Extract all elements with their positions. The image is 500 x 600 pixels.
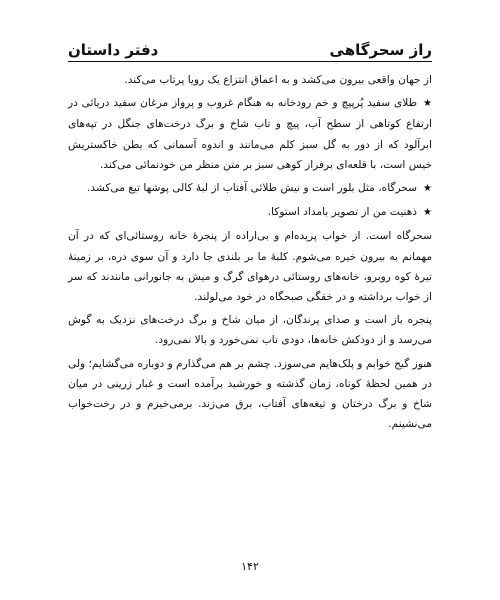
chapter-title: دفتر داستان xyxy=(68,41,159,59)
book-title: راز سحرگاهی xyxy=(329,41,432,59)
paragraph xyxy=(68,202,432,223)
paragraph xyxy=(68,226,432,307)
star-marker-icon: ★ xyxy=(423,207,432,219)
page-number: ۱۴۲ xyxy=(241,560,259,573)
paragraph-text: ذهنیت من از تصویر بامداد استوکا. xyxy=(267,206,418,219)
star-marker-icon: ★ xyxy=(423,98,432,110)
paragraph-text: سحرگاه است. از خواب پریده‌ام و بی‌اراده از پنجرهٔ خانه روستائی‌ای که در آن مهمانم به بیرون خیره می‌شوم. کلبهٔ ما بر بلندی جا دارد و آن سوی دره، بر زمینهٔ تیرهٔ کوه روبرو، خانه‌های روستائی درهوای گرگ و میش به جانورانی مانندند که سر از خواب برداشته و در خفگی صبحگاه در خود می‌لولند. xyxy=(68,230,432,304)
paragraph-text: طلای سفید پُرپیچ و خم رودخانه به هنگام غروب و پرواز مرغان سفید دریائی در ارتفاع کوتاهی از سطح آب، پیچ و تاب شاخ و برگ درخت‌های جنگل در تپه‌های ابرآلود که از دور به گل سبز کلم می‌مانند و اندوه آسمانی که بطن خاکستریش خیس است، با قلعه‌ای برفراز کوهی سبز بر متن منظر من خودنمائی می‌کند. xyxy=(68,97,432,171)
body-text xyxy=(68,70,432,437)
running-header xyxy=(68,33,432,62)
paragraph-text: پنجره باز است و صدای پرندگان، از میان شاخ و برگ درخت‌های نزدیک به گوش می‌رسد و از دودکش خانه‌ها، دودی تاب نمی‌خورد و بالا نمی‌رود. xyxy=(68,314,432,347)
paragraph-text: سحرگاه، مثل بلور است و نیش طلائی آفتاب از لبهٔ کالی پوشها تیغ می‌کشد. xyxy=(86,182,418,195)
paragraph-text: از جهان واقعی بیرون می‌کشد و به اعماق انتزاع یک رویا پرتاب می‌کند. xyxy=(124,74,432,86)
paragraph xyxy=(68,70,432,90)
paragraph-text: هنوز گیج خوابم و پلک‌هایم می‌سوزد. چشم بر هم می‌گذارم و دوباره می‌گشایم؛ ولی در همین لحظهٔ کوتاه، زمان گذشته و خورشید برآمده است و غبار زرینی در میان شاخ و برگ درختان و تیغه‌های آفتاب، برق می‌زند. برمی‌خیزم و در رخت‌خواب می‌نشینم. xyxy=(68,357,432,431)
paragraph xyxy=(68,310,432,350)
paragraph xyxy=(68,354,432,435)
star-marker-icon: ★ xyxy=(423,183,432,195)
paragraph xyxy=(68,178,432,199)
paragraph xyxy=(68,93,432,175)
